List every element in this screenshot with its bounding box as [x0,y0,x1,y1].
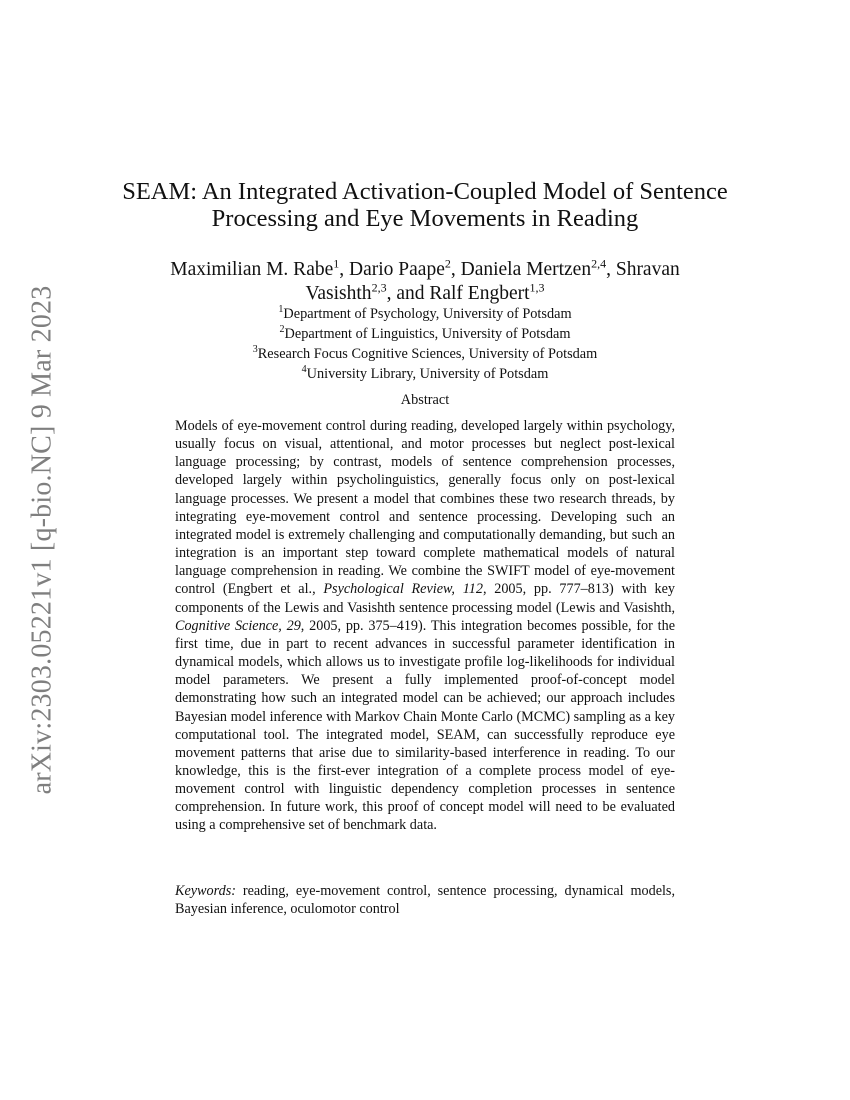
affiliation-marker: 4 [301,364,307,376]
author-separator: , [606,259,616,280]
author-separator: , and [386,283,430,304]
author-affil-marker: 1 [333,256,340,271]
abstract-body [175,417,675,835]
affiliation-text: Department of Linguistics, University of Potsdam [284,326,571,342]
abstract-citation-journal: Psychological Review, 112 [323,581,483,598]
author [460,256,616,280]
author-affil-marker: 2,4 [591,256,607,271]
affiliation-list [150,304,700,384]
affiliation-text: Research Focus Cognitive Sciences, University of Potsdam [257,346,598,362]
affiliation [150,364,700,384]
affiliation [150,324,700,344]
abstract-citation-journal: Cognitive Science, 29 [175,617,301,634]
affiliation [150,344,700,364]
author-separator: , [450,259,461,280]
author [429,280,545,304]
abstract-text: , 2005, pp. 375–419). This integration becomes possible, for the first time, due in part to recent advances in successful parameter identification in dynamical models, which allows us to investigate profile log-likelihoods for individual model parameters. We present a fully implemented proof-of-concept model demonstrating how such an integrated model can be achieved; our approach includes Bayesian model inference with Markov Chain Monte Carlo (MCMC) sampling as a key computational tool. The integrated model, SEAM, can successfully reproduce eye movement patterns that arise due to similarity-based interference in reading. To our knowledge, this is the first-ever integration of a complete process model of eye-movement control with linguistic dependency completion processes in sentence comprehension. In future work, this proof of concept model will need to be evaluated using a comprehensive set of benchmark data. [175,617,675,834]
keywords [175,882,675,918]
author-separator: , [339,259,350,280]
abstract-text: Models of eye-movement control during reading, developed largely within psychology, usually focus on visual, attentional, and motor processes but neglect post-lexical language processing; by contrast, models of sentence comprehension processes, developed largely within psycholinguistics, generally focus only on post-lexical language processes. We present a model that combines these two research threads, by integrating eye-movement control and sentence processing. Developing such an integrated model is extremely challenging and computationally demanding, but such an integration is an important step toward complete mathematical models of natural language comprehension in reading. We combine the SWIFT model of eye-movement control (Engbert et al., [175,418,675,598]
author-name: Dario Paape [349,259,445,280]
arxiv-id: arXiv:2303.05221v1 [q-bio.NC] 9 Mar 2023 [26,285,58,795]
author-name: Maximilian M. Rabe [170,259,334,280]
author [349,256,461,280]
affiliation-text: Department of Psychology, University of Potsdam [283,306,572,322]
affiliation-marker: 2 [279,324,285,336]
author-list [130,258,720,306]
keywords-label: Keywords: [175,883,236,899]
author [170,256,350,280]
author-affil-marker: 2 [444,256,451,271]
author-name: Shravan Vasishth [305,259,680,304]
abstract-heading: Abstract [400,392,450,408]
author-affil-marker: 2,3 [371,280,387,295]
author-name: Ralf Engbert [429,283,530,304]
affiliation-text: University Library, University of Potsdam [306,366,549,382]
affiliation-marker: 3 [252,344,258,356]
affiliation-marker: 1 [278,304,284,316]
keywords-text: reading, eye-movement control, sentence processing, dynamical models, Bayesian inference, oculomotor control [175,883,675,918]
affiliation [150,304,700,324]
author-affil-marker: 1,3 [529,280,545,295]
arxiv-stamp [22,280,62,800]
abstract-text: , 2005, pp. 777–813) with key components of the Lewis and Vasishth sentence processing model (Lewis and Vasishth, [175,581,675,616]
paper-title: SEAM: An Integrated Activation-Coupled Model of Sentence Processing and Eye Movements in Reading [122,178,728,232]
author-name: Daniela Mertzen [460,259,592,280]
